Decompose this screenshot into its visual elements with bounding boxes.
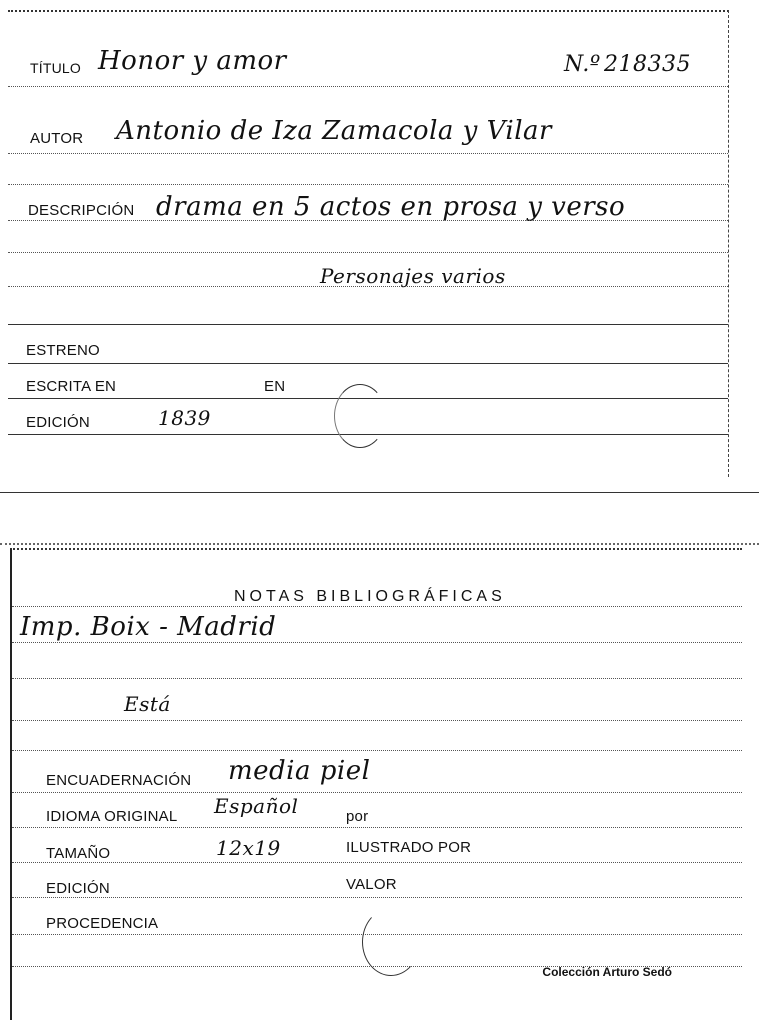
rule: [8, 324, 728, 325]
valor-label: VALOR: [346, 876, 397, 893]
rule: [12, 792, 742, 793]
card-separator: [0, 492, 759, 493]
catalog-card-front: [8, 10, 729, 477]
edicion-label: EDICIÓN: [26, 414, 90, 431]
rule: [12, 606, 742, 607]
esta-value: Está: [124, 692, 171, 716]
personajes-value: Personajes varios: [320, 264, 506, 288]
en-label: EN: [264, 378, 286, 395]
number-value: 218335: [604, 52, 691, 77]
rule: [8, 252, 728, 253]
descripcion-label: DESCRIPCIÓN: [28, 202, 135, 219]
rule: [8, 153, 728, 154]
catalog-card-back: [10, 548, 742, 1020]
estreno-label: ESTRENO: [26, 342, 100, 359]
rule: [12, 720, 742, 721]
notes-title: NOTAS BIBLIOGRÁFICAS: [234, 588, 506, 605]
rule: [12, 862, 742, 863]
rule: [8, 363, 728, 364]
rule: [8, 184, 728, 185]
tamano-label: TAMAÑO: [46, 845, 111, 862]
edicion-label: EDICIÓN: [46, 880, 110, 897]
rule: [8, 86, 728, 87]
number-label: N.º: [564, 52, 601, 77]
rule: [8, 220, 728, 221]
idioma-value: Español: [214, 794, 299, 818]
punch-hole: [362, 908, 420, 976]
rule: [12, 827, 742, 828]
imprenta-value: Imp. Boix - Madrid: [20, 612, 277, 642]
punch-hole: [334, 384, 386, 448]
tamano-value: 12x19: [216, 836, 281, 860]
titulo-value: Honor y amor: [98, 46, 287, 76]
autor-label: AUTOR: [30, 130, 84, 147]
escrita-label: ESCRITA EN: [26, 378, 117, 395]
card-edge: [0, 543, 759, 545]
rule: [12, 642, 742, 643]
ilustrado-label: ILUSTRADO POR: [346, 839, 472, 856]
autor-value: Antonio de Iza Zamacola y Vilar: [116, 116, 552, 146]
rule: [12, 678, 742, 679]
descripcion-value: drama en 5 actos en prosa y verso: [156, 192, 626, 222]
idioma-label: IDIOMA ORIGINAL: [46, 808, 178, 825]
rule: [12, 897, 742, 898]
procedencia-label: PROCEDENCIA: [46, 915, 159, 932]
rule: [8, 286, 728, 287]
por-label: por: [346, 808, 369, 825]
collection-footer: Colección Arturo Sedó: [542, 965, 672, 979]
encuadernacion-value: media piel: [228, 756, 371, 786]
edicion-value: 1839: [158, 406, 211, 430]
encuadernacion-label: ENCUADERNACIÓN: [46, 772, 192, 789]
titulo-label: TÍTULO: [30, 60, 81, 76]
rule: [12, 750, 742, 751]
